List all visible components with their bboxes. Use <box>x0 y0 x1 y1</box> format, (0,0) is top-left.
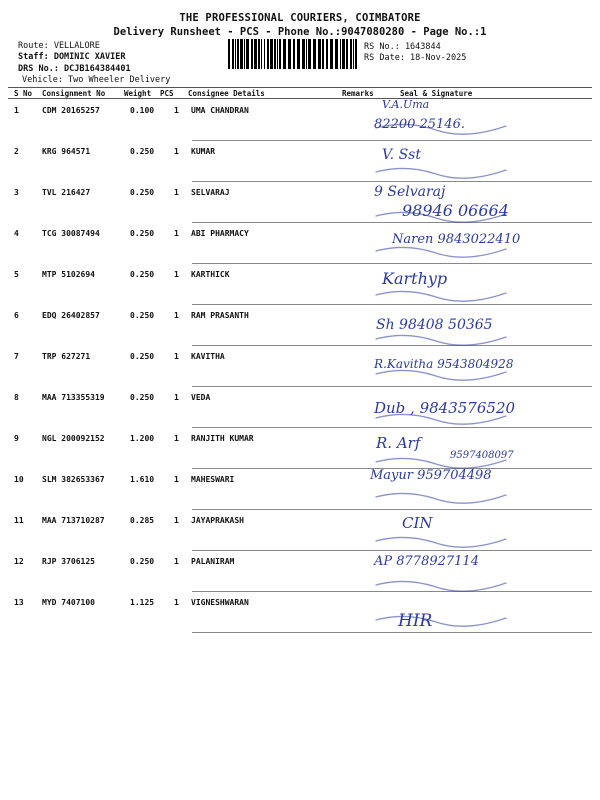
row-sno: 1 <box>14 106 19 115</box>
barcode-bar <box>322 39 324 69</box>
signature-ink: CIN <box>402 514 433 532</box>
row-consignee: VEDA <box>191 393 211 402</box>
row-pcs: 1 <box>174 598 179 607</box>
barcode-bar <box>330 39 333 69</box>
barcode-bar <box>288 39 291 69</box>
runsheet-subtitle: Delivery Runsheet - PCS - Phone No.:9047080280 - Page No.:1 <box>113 26 487 38</box>
barcode-bar <box>306 39 307 69</box>
row-sno: 5 <box>14 270 19 279</box>
rs-number: RS No.: 1643844 <box>364 42 441 52</box>
row-weight: 1.610 <box>130 475 155 484</box>
vehicle-label: Vehicle: Two Wheeler Delivery <box>22 75 171 85</box>
barcode-bar <box>264 39 265 69</box>
row-sno: 2 <box>14 147 19 156</box>
barcode-bar <box>274 39 276 69</box>
signature-ink: Mayur 959704498 <box>370 468 492 483</box>
row-sno: 13 <box>14 598 24 607</box>
signature-ink: HIR <box>398 611 433 631</box>
signature-ink: V. Sst <box>382 147 421 163</box>
row-weight: 0.250 <box>130 557 155 566</box>
signature-ink: R.Kavitha 9543804928 <box>374 357 514 371</box>
signature-ink: 82200 25146. <box>374 117 465 132</box>
barcode-bar <box>246 39 249 69</box>
signature-ink: 9597408097 <box>450 450 514 461</box>
row-consignment-no: TRP 627271 <box>42 352 91 361</box>
col-pcs: PCS <box>160 89 174 98</box>
row-consignee: VIGNESHWARAN <box>191 598 249 607</box>
row-weight: 1.200 <box>130 434 155 443</box>
col-consignee: Consignee Details <box>188 89 265 98</box>
row-sno: 4 <box>14 229 19 238</box>
barcode-bar <box>340 39 341 69</box>
barcode-bar <box>350 39 352 69</box>
row-consignment-no: TCG 30087494 <box>42 229 100 238</box>
row-consignee: UMA CHANDRAN <box>191 106 249 115</box>
header-top-rule <box>8 87 592 88</box>
row-weight: 0.100 <box>130 106 155 115</box>
row-weight: 0.250 <box>130 311 155 320</box>
row-weight: 0.250 <box>130 393 155 402</box>
barcode-bar <box>313 39 316 69</box>
row-consignment-no: MAA 713710287 <box>42 516 105 525</box>
col-remarks: Remarks <box>342 89 374 98</box>
signature-ink: Sh 98408 50365 <box>376 317 493 333</box>
barcode-bar <box>267 39 269 69</box>
row-consignment-no: TVL 216427 <box>42 188 91 197</box>
barcode-bar <box>346 39 348 69</box>
row-consignee: RANJITH KUMAR <box>191 434 254 443</box>
row-pcs: 1 <box>174 311 179 320</box>
barcode-bar <box>261 39 262 69</box>
row-sno: 9 <box>14 434 19 443</box>
row-consignment-no: MYD 7407100 <box>42 598 95 607</box>
handwritten-signature <box>362 586 592 634</box>
row-weight: 1.125 <box>130 598 155 607</box>
row-pcs: 1 <box>174 352 179 361</box>
signature-stroke <box>376 247 506 257</box>
row-pcs: 1 <box>174 393 179 402</box>
barcode-bar <box>342 39 345 69</box>
row-weight: 0.250 <box>130 229 155 238</box>
row-consignment-no: KRG 964571 <box>42 147 91 156</box>
row-sno: 8 <box>14 393 19 402</box>
row-consignment-no: NGL 200092152 <box>42 434 105 443</box>
row-weight: 0.250 <box>130 270 155 279</box>
row-pcs: 1 <box>174 475 179 484</box>
signature-ink: 98946 06664 <box>402 201 509 220</box>
row-consignee: ABI PHARMACY <box>191 229 249 238</box>
barcode-bar <box>297 39 300 69</box>
row-weight: 0.250 <box>130 147 155 156</box>
signature-ink: R. Arf <box>376 434 421 452</box>
barcode-bar <box>254 39 257 69</box>
barcode-bar <box>279 39 281 69</box>
barcode-bar <box>244 39 245 69</box>
row-consignee: JAYAPRAKASH <box>191 516 244 525</box>
barcode-bar <box>283 39 286 69</box>
row-weight: 0.250 <box>130 352 155 361</box>
row-consignee: MAHESWARI <box>191 475 235 484</box>
signature-ink: Karthyp <box>382 269 448 288</box>
barcode-bar <box>237 39 239 69</box>
row-weight: 0.285 <box>130 516 155 525</box>
rs-date: RS Date: 18-Nov-2025 <box>364 53 467 63</box>
signature-stroke <box>376 370 506 380</box>
barcode-bar <box>251 39 253 69</box>
barcode-image <box>228 39 360 69</box>
row-consignee: RAM PRASANTH <box>191 311 249 320</box>
col-seal-signature: Seal & Signature <box>400 89 473 98</box>
row-pcs: 1 <box>174 188 179 197</box>
barcode-bar <box>258 39 260 69</box>
row-consignee: KUMAR <box>191 147 216 156</box>
barcode-bar <box>293 39 295 69</box>
row-pcs: 1 <box>174 434 179 443</box>
row-sno: 3 <box>14 188 19 197</box>
staff-label: Staff: DOMINIC XAVIER <box>18 52 126 62</box>
row-pcs: 1 <box>174 557 179 566</box>
row-sno: 10 <box>14 475 24 484</box>
barcode-bar <box>232 39 234 69</box>
barcode-bar <box>228 39 230 69</box>
row-consignment-no: MAA 713355319 <box>42 393 105 402</box>
row-consignment-no: CDM 20165257 <box>42 106 100 115</box>
col-sno: S No <box>14 89 33 98</box>
col-consignment: Consignment No <box>42 89 106 98</box>
barcode-bar <box>318 39 321 69</box>
drs-number: DRS No.: DCJB164384401 <box>18 64 131 74</box>
row-consignee: KAVITHA <box>191 352 225 361</box>
row-consignee: PALANIRAM <box>191 557 235 566</box>
barcode-bar <box>240 39 243 69</box>
row-pcs: 1 <box>174 516 179 525</box>
row-consignment-no: EDQ 26402857 <box>42 311 100 320</box>
barcode-bar <box>335 39 338 69</box>
row-pcs: 1 <box>174 106 179 115</box>
row-sno: 12 <box>14 557 24 566</box>
row-pcs: 1 <box>174 270 179 279</box>
row-sno: 7 <box>14 352 19 361</box>
col-weight: Weight <box>124 89 152 98</box>
signature-ink: Dub , 9843576520 <box>374 399 516 417</box>
row-pcs: 1 <box>174 147 179 156</box>
barcode-bar <box>355 39 357 69</box>
barcode-bar <box>235 39 236 69</box>
row-consignee: KARTHICK <box>191 270 230 279</box>
company-title: THE PROFESSIONAL COURIERS, COIMBATORE <box>179 12 421 24</box>
barcode-bar <box>308 39 311 69</box>
signature-ink: Naren 9843022410 <box>392 232 521 247</box>
signature-ink: V.A.Uma <box>382 98 430 111</box>
row-consignment-no: SLM 382653367 <box>42 475 105 484</box>
signature-stroke <box>376 616 506 626</box>
row-consignee: SELVARAJ <box>191 188 230 197</box>
row-pcs: 1 <box>174 229 179 238</box>
row-consignment-no: RJP 3706125 <box>42 557 95 566</box>
row-consignment-no: MTP 5102694 <box>42 270 95 279</box>
row-sno: 11 <box>14 516 24 525</box>
barcode-bar <box>302 39 305 69</box>
barcode-bar <box>277 39 278 69</box>
signature-stroke <box>376 493 506 503</box>
route-label: Route: VELLALORE <box>18 41 100 51</box>
barcode-bar <box>353 39 354 69</box>
row-sno: 6 <box>14 311 19 320</box>
signature-ink: AP 8778927114 <box>374 554 479 569</box>
barcode-bar <box>270 39 273 69</box>
barcode-bar <box>326 39 328 69</box>
row-weight: 0.250 <box>130 188 155 197</box>
signature-ink: 9 Selvaraj <box>374 184 446 200</box>
